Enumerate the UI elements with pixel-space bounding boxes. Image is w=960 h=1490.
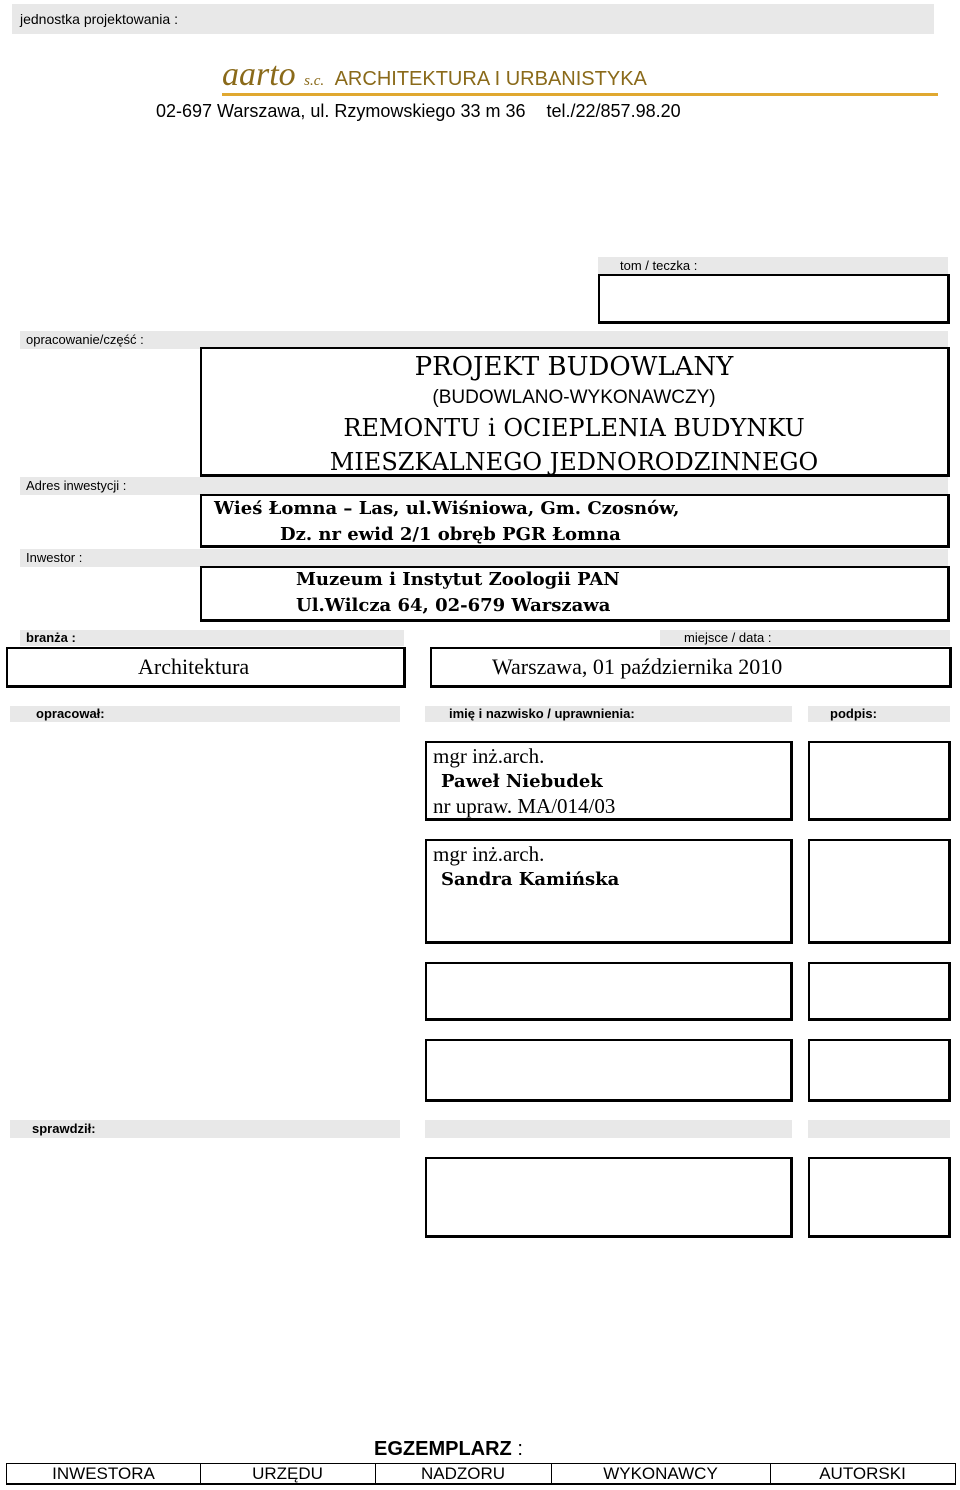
person-1 [433,744,791,819]
copy-investor[interactable]: INWESTORA [7,1464,201,1483]
branch-box [6,647,406,688]
project-title-line1: PROJEKT BUDOWLANY [414,352,734,382]
person-2-title: mgr inż.arch. [433,842,545,866]
copies-heading [374,1437,674,1461]
person-1-title: mgr inż.arch. [433,744,545,768]
firm-underline [222,93,938,96]
place-date-label: miejsce / data : [660,630,950,646]
firm-name: ARCHITEKTURA I URBANISTYKA [334,68,647,90]
copy-contractor[interactable]: WYKONAWCY [551,1464,771,1483]
person-1-signature-box[interactable] [808,741,951,821]
investor-label: Inwestor : [20,549,948,567]
checker-signature-box[interactable] [808,1157,951,1238]
branch-label: branża : [20,630,404,646]
copy-office[interactable]: URZĘDU [200,1464,376,1483]
checked-by-signature-header [808,1120,950,1138]
person-2-name: Sandra Kamińska [441,869,620,890]
person-1-rights: nr upraw. MA/014/03 [433,794,616,818]
investor [296,567,936,619]
firm-suffix: s.c. [304,73,325,89]
branch-value: Architektura [138,654,250,679]
investment-address-line2: Dz. nr ewid 2/1 obręb PGR Łomna [280,524,621,545]
person-3-signature-box[interactable] [808,962,951,1021]
tom-value-box[interactable] [598,274,950,324]
project-title [202,352,946,481]
person-4-box[interactable] [425,1039,793,1102]
checker-box[interactable] [425,1157,793,1238]
person-2-signature-box[interactable] [808,839,951,944]
address-label: Adres inwestycji : [20,477,948,495]
firm-phone: tel./22/857.98.20 [546,101,681,121]
copies-colon: : [517,1438,523,1460]
investor-line2: Ul.Wilcza 64, 02-679 Warszawa [296,595,611,616]
investment-address [214,496,944,548]
part-label: opracowanie/część : [20,331,948,349]
design-unit-label: jednostka projektowania : [20,11,178,27]
project-title-line3: REMONTU i OCIEPLENIA BUDYNKU [343,414,805,442]
investment-address-line1: Wieś Łomna – Las, ul.Wiśniowa, Gm. Czosnów, [214,498,680,519]
person-1-name: Paweł Niebudek [441,771,603,792]
checked-by-name-header [425,1120,792,1138]
person-2 [433,842,791,892]
firm-logo: aarto [222,56,296,93]
copies-table [6,1463,956,1485]
checked-by-label: sprawdził: [10,1120,400,1138]
firm-contact [156,101,856,125]
name-rights-label: imię i nazwisko / uprawnienia: [425,706,792,722]
investor-line1: Muzeum i Instytut Zoologii PAN [296,569,620,590]
place-date-value: Warszawa, 01 października 2010 [492,654,783,679]
project-title-line2: (BUDOWLANO-WYKONAWCZY) [432,387,716,408]
firm-heading [222,56,942,96]
person-4-signature-box[interactable] [808,1039,951,1102]
copies-label: EGZEMPLARZ [374,1438,512,1460]
project-title-line4: MIESZKALNEGO JEDNORODZINNEGO [329,448,819,476]
design-unit-bar [12,4,934,34]
tom-label: tom / teczka : [598,257,948,275]
copy-author[interactable]: AUTORSKI [819,1464,906,1483]
place-date-box [430,647,952,688]
person-3-box[interactable] [425,962,793,1021]
copy-supervision[interactable]: NADZORU [375,1464,552,1483]
signature-label: podpis: [808,706,950,722]
prepared-by-label: opracował: [10,706,400,722]
firm-address: 02-697 Warszawa, ul. Rzymowskiego 33 m 36 [156,101,526,121]
